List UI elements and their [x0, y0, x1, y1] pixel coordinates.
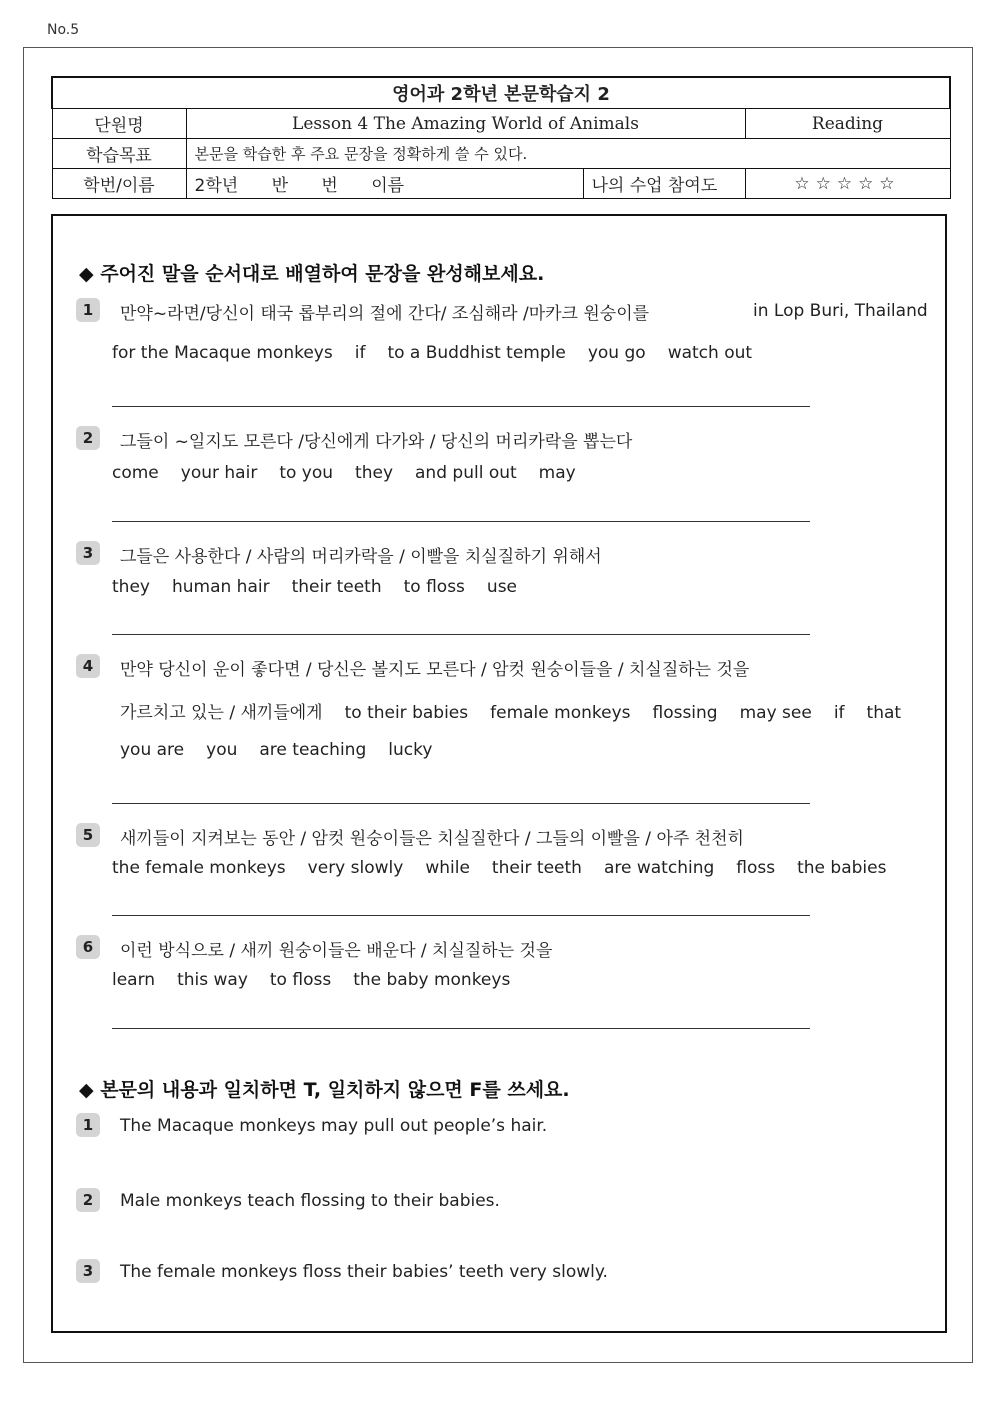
- tf-item-number: 1: [76, 1113, 100, 1137]
- english-tail: in Lop Buri, Thailand: [753, 301, 928, 321]
- item-number: 2: [76, 426, 100, 450]
- word-chip: to you: [279, 463, 334, 483]
- word-chip: are teaching: [259, 740, 367, 760]
- word-chip: they: [112, 577, 150, 597]
- word-chip: while: [425, 858, 470, 878]
- participation-stars[interactable]: ☆☆☆☆☆: [745, 169, 950, 199]
- word-chip: if: [833, 703, 845, 723]
- word-chip: to floss: [269, 970, 332, 990]
- word-chip: to floss: [403, 577, 465, 597]
- word-chip: lucky: [388, 740, 433, 760]
- item-number: 1: [76, 298, 100, 322]
- participation-label: 나의 수업 참여도: [583, 169, 745, 199]
- word-chip: that: [866, 703, 902, 723]
- word-chip: the babies: [797, 858, 887, 878]
- word-chip: learn: [112, 970, 156, 990]
- answer-line[interactable]: [112, 915, 810, 916]
- word-bank: [112, 577, 539, 597]
- word-chip: the baby monkeys: [353, 970, 511, 990]
- word-chip: for the Macaque monkeys: [112, 343, 333, 363]
- unit-label: 단원명: [52, 109, 186, 139]
- tf-item-number: 2: [76, 1188, 100, 1212]
- word-chip: to a Buddhist temple: [387, 343, 566, 363]
- korean-prompt: 이런 방식으로 / 새끼 원숭이들은 배운다 / 치실질하는 것을: [120, 941, 553, 961]
- answer-line[interactable]: [112, 406, 810, 407]
- tf-statement: The Macaque monkeys may pull out people’s hair.: [120, 1116, 548, 1136]
- page-number: No.5: [47, 22, 80, 38]
- word-chip: female monkeys: [490, 703, 631, 723]
- tf-statement: The female monkeys floss their babies’ teeth very slowly.: [120, 1262, 608, 1282]
- word-chip: you go: [587, 343, 646, 363]
- word-chip: this way: [177, 970, 248, 990]
- item-number: 6: [76, 935, 100, 959]
- answer-line[interactable]: [112, 521, 810, 522]
- word-chip: may: [538, 463, 576, 483]
- answer-line[interactable]: [112, 1028, 810, 1029]
- word-chip: their teeth: [491, 858, 582, 878]
- worksheet-title: 영어과 2학년 본문학습지 2: [52, 77, 950, 109]
- word-chip: to their babies: [344, 703, 469, 723]
- word-chip: floss: [736, 858, 776, 878]
- korean-prompt: 새끼들이 지켜보는 동안 / 암컷 원숭이들은 치실질한다 / 그들의 이빨을 / 아주 천천히: [120, 829, 744, 849]
- student-value[interactable]: 2학년 반 번 이름: [186, 169, 583, 199]
- word-chip: the female monkeys: [112, 858, 286, 878]
- word-chip: come: [112, 463, 159, 483]
- word-chip: very slowly: [307, 858, 404, 878]
- korean-prompt: 만약~라면/당신이 태국 롭부리의 절에 간다/ 조심해라 /마카크 원숭이를: [120, 304, 650, 324]
- tf-item-number: 3: [76, 1259, 100, 1283]
- worksheet-header: [51, 76, 951, 199]
- exercise-box: [51, 214, 947, 1333]
- word-chip: you are: [120, 740, 185, 760]
- word-bank: [120, 740, 454, 760]
- word-chip: they: [355, 463, 394, 483]
- word-chip: may see: [739, 703, 812, 723]
- section1-heading: ◆ 주어진 말을 순서대로 배열하여 문장을 완성해보세요.: [79, 263, 545, 285]
- korean-prompt: 만약 당신이 운이 좋다면 / 당신은 볼지도 모른다 / 암컷 원숭이들을 / 치실질하는 것을: [120, 660, 750, 680]
- item-number: 3: [76, 541, 100, 565]
- section2-heading: ◆ 본문의 내용과 일치하면 T, 일치하지 않으면 F를 쓰세요.: [79, 1079, 570, 1101]
- skill-value: Reading: [745, 109, 950, 139]
- word-chip: use: [486, 577, 518, 597]
- word-bank: [112, 463, 598, 483]
- word-chip: and pull out: [415, 463, 517, 483]
- word-chip: you: [206, 740, 238, 760]
- goal-label: 학습목표: [52, 139, 186, 169]
- korean-prompt: 그들이 ~일지도 모른다 /당신에게 다가와 / 당신의 머리카락을 뽑는다: [120, 432, 633, 452]
- answer-line[interactable]: [112, 634, 810, 635]
- answer-line[interactable]: [112, 803, 810, 804]
- word-chip: are watching: [603, 858, 715, 878]
- item-number: 5: [76, 823, 100, 847]
- korean-prompt: 그들은 사용한다 / 사람의 머리카락을 / 이빨을 치실질하기 위해서: [120, 547, 602, 567]
- word-bank: [112, 858, 908, 878]
- student-label: 학번/이름: [52, 169, 186, 199]
- word-chip: their teeth: [291, 577, 382, 597]
- word-bank: [112, 343, 774, 363]
- item-number: 4: [76, 654, 100, 678]
- tf-statement: Male monkeys teach flossing to their babies.: [120, 1191, 500, 1211]
- word-chip: if: [354, 343, 366, 363]
- goal-value: 본문을 학습한 후 주요 문장을 정확하게 쓸 수 있다.: [186, 139, 950, 169]
- word-chip: watch out: [667, 343, 753, 363]
- word-bank: [112, 970, 532, 990]
- korean-prompt-continued: 가르치고 있는 / 새끼들에게: [120, 703, 323, 723]
- word-chip: flossing: [652, 703, 718, 723]
- word-chip: your hair: [180, 463, 258, 483]
- word-chip: human hair: [171, 577, 270, 597]
- word-bank: [120, 698, 923, 723]
- unit-value: Lesson 4 The Amazing World of Animals: [186, 109, 745, 139]
